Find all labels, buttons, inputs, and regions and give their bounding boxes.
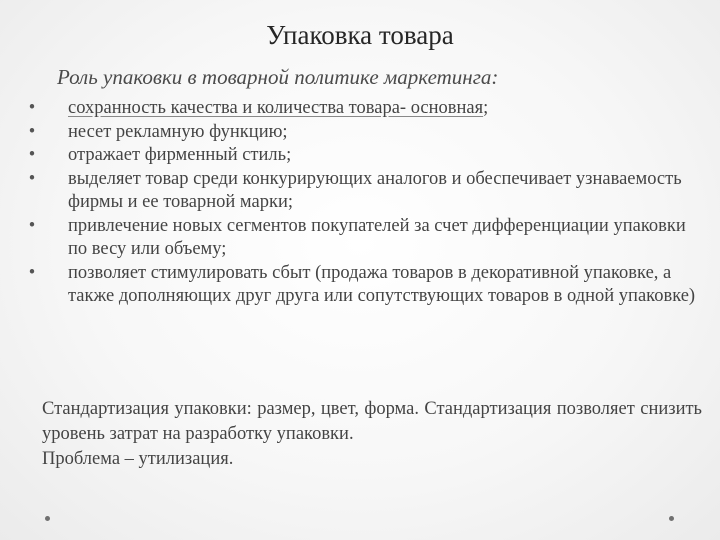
bullet-dot: •	[28, 98, 36, 118]
bullet-text: несет рекламную функцию;	[68, 121, 288, 142]
list-item	[26, 168, 706, 215]
list-item	[26, 144, 706, 168]
bullet-text: выделяет товар среди конкурирующих аналогов и обеспечивает узнаваемость фирмы и ее товарной марки;	[68, 168, 682, 212]
bullet-text-underlined: сохранность качества и количества товара- основная	[68, 98, 484, 118]
bullet-text: привлечение новых сегментов покупателей за счет дифференциации упаковки по весу или объему;	[68, 215, 686, 259]
bullet-list	[26, 97, 706, 309]
bullet-dot: •	[28, 215, 36, 236]
bullet-dot: •	[28, 145, 36, 165]
decorative-dot-right	[669, 516, 674, 521]
bullet-text: отражает фирменный стиль;	[68, 145, 292, 165]
bullet-dot: •	[28, 262, 36, 283]
paragraph-line: Стандартизация упаковки: размер, цвет, форма. Стандартизация позволяет снизить уровень затрат на разработку упаковки.	[42, 399, 702, 444]
bullet-dot: •	[28, 168, 36, 189]
paragraph-line: Проблема – утилизация.	[42, 449, 234, 469]
list-item	[26, 215, 706, 262]
standardization-paragraph	[42, 397, 702, 472]
bullet-text: позволяет стимулировать сбыт (продажа товаров в декоративной упаковке, а также дополняющих друг друга или сопутствующих товаров в одной упаковке)	[68, 262, 696, 306]
list-item	[26, 262, 706, 309]
list-item	[26, 97, 706, 121]
slide-subtitle: Роль упаковки в товарной политике маркетинга:	[57, 65, 499, 89]
bullet-dot: •	[28, 121, 36, 142]
slide-title: Упаковка товара	[266, 20, 454, 50]
bullet-text-end: ;	[483, 98, 489, 118]
list-item	[26, 121, 706, 145]
decorative-dot-left	[45, 516, 50, 521]
